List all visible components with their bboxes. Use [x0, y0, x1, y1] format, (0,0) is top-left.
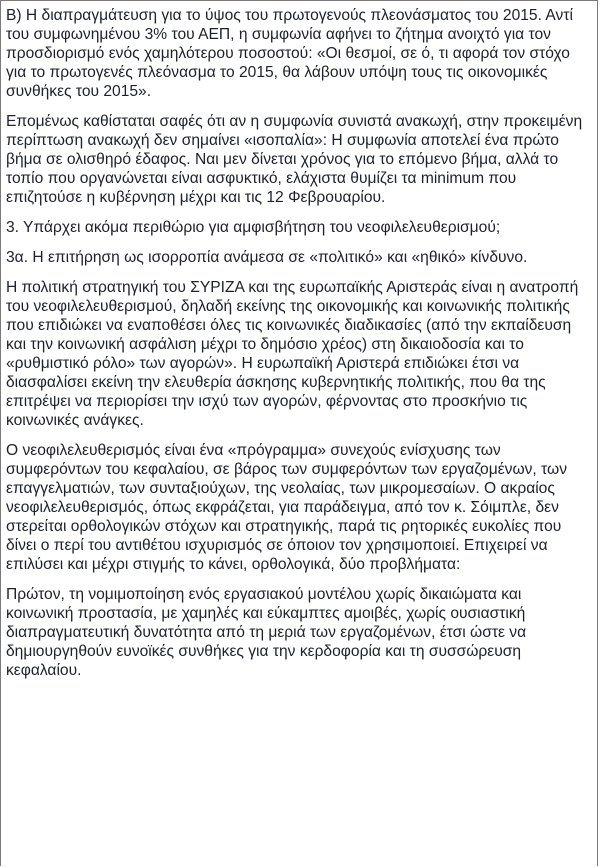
- article-body: [6, 6, 592, 691]
- section-heading-3a: 3α. Η επιτήρηση ως ισορροπία ανάμεσα σε «πολιτικό» και «ηθικό» κίνδυνο.: [6, 249, 528, 266]
- paragraph-first-problem: Πρώτον, τη νομιμοποίηση ενός εργασιακού μοντέλου χωρίς δικαιώματα και κοινωνική προστασία, με χαμηλές και εύκαμπτες αμοιβές, χωρίς ουσιαστική διαπραγματευτική δυνατότητα από τη μεριά των εργαζομένων, έτσι ώστε να δημιουργηθούν ευνοϊκές συνθήκες για την κερδοφορία και τη συσσώρευση κεφαλαίου.: [6, 586, 527, 679]
- paragraph-truce: Επομένως καθίσταται σαφές ότι αν η συμφωνία συνιστά ανακωχή, στην προκειμένη περίπτωση ανακωχή δεν σημαίνει «ισοπαλία»: Η συμφωνία αποτελεί ένα πρώτο βήμα σε ολισθηρό έδαφος. Ναι μεν δίνεται χρόνος για το επόμενο βήμα, αλλά το τοπίο που οργανώνεται είναι ασφυκτικό, ελάχιστα θυμίζει τα minimum που επιζητούσε η κυβέρνηση μέχρι και τις 12 Φεβρουαρίου.: [6, 113, 583, 206]
- section-heading-3: 3. Υπάρχει ακόμα περιθώριο για αμφισβήτηση του νεοφιλελευθερισμού;: [6, 219, 501, 236]
- paragraph-neoliberalism: Ο νεοφιλελευθερισμός είναι ένα «πρόγραμμα» συνεχούς ενίσχυσης των συμφερόντων του κεφαλαίου, σε βάρος των συμφερόντων των εργαζομένων, των επαγγελματιών, των συνταξιούχων, της νεολαίας, των μικρομεσαίων. Ο ακραίος νεοφιλελευθερισμός, όπως εκφράζεται, για παράδειγμα, από τον κ. Σόιμπλε, δεν στερείται ορθολογικών στόχων και στρατηγικής, παρά τις ρητορικές ευκολίες που δίνει ο περί του αντιθέτου ισχυρισμός σε όποιον τον χρησιμοποιεί. Επιχειρεί να επιλύσει και μέχρι στιγμής το κάνει, ορθολογικά, δύο προβλήματα:: [6, 442, 568, 573]
- paragraph-syriza-strategy: Η πολιτική στρατηγική του ΣΥΡΙΖΑ και της ευρωπαϊκής Αριστεράς είναι η ανατροπή του νεοφιλελευθερισμού, δηλαδή εκείνης της οικονομικής και κοινωνικής πολιτικής που επιδιώκει να εναποθέσει όλες τις κοινωνικές διαδικασίες (από την εκπαίδευση και την κοινωνική ασφάλιση μέχρι το δημόσιο χρέος) στη δικαιοδοσία και το «ρυθμιστικό ρόλο» των αγορών». Η ευρωπαϊκή Αριστερά επιδιώκει έτσι να διασφαλίσει εκείνη την ελευθερία άσκησης κυβερνητικής πολιτικής, που θα της επιτρέψει να περιορίσει την ισχύ των αγορών, φέρνοντας στο προσκήνιο τις κοινωνικές ανάγκες.: [6, 279, 579, 429]
- paragraph-primary-surplus: Β) Η διαπραγμάτευση για το ύψος του πρωτογενούς πλεονάσματος του 2015. Αντί του συμφωνημένου 3% του ΑΕΠ, η συμφωνία αφήνει το ζήτημα ανοιχτό για τον προσδιορισμό ενός χαμηλότερου ποσοστού: «Οι θεσμοί, σε ό, τι αφορά τον στόχο για το πρωτογενές πλεόνασμα το 2015, θα λάβουν υπόψη τους τις οικονομικές συνθήκες του 2015».: [6, 7, 573, 100]
